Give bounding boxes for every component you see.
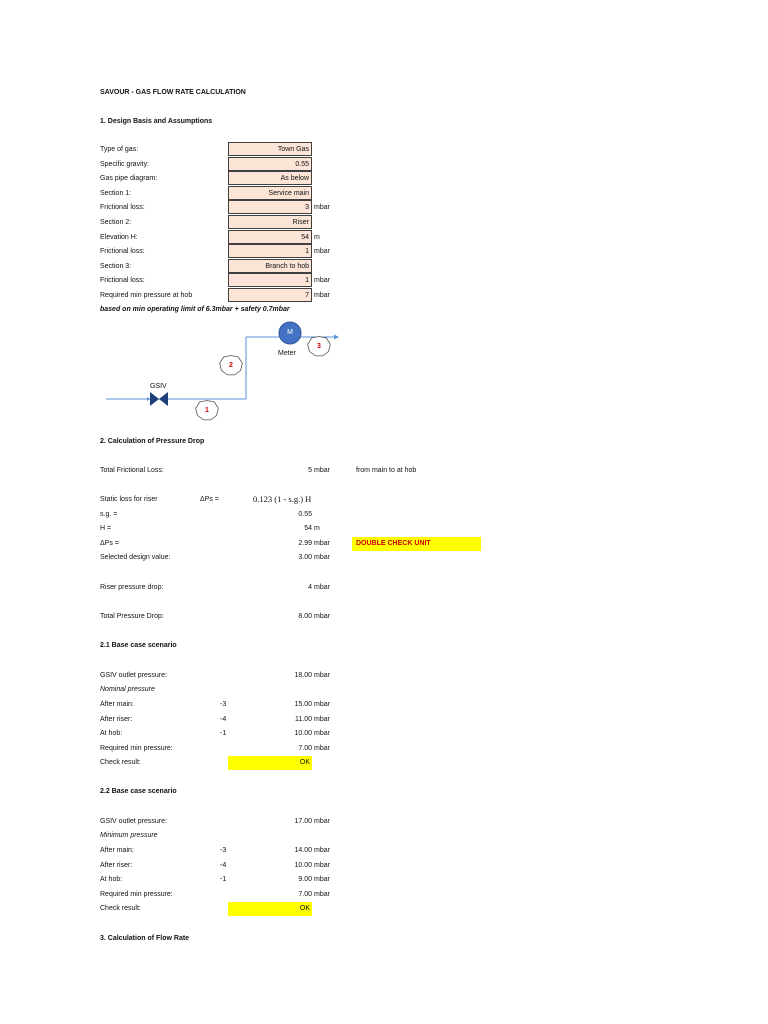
design-basis-label: Type of gas: bbox=[100, 146, 139, 153]
s21-outlet-label: GSIV outlet pressure: bbox=[100, 672, 167, 679]
design-basis-value: 54 bbox=[301, 233, 309, 241]
design-basis-unit: mbar bbox=[314, 292, 330, 299]
pressure-row-label: At hob: bbox=[100, 730, 123, 737]
riser-drop-label: Riser pressure drop: bbox=[100, 584, 164, 591]
dps-label: ΔPs = bbox=[100, 540, 119, 547]
s21-outlet-value: 18.00 bbox=[294, 672, 312, 679]
flow-arrow-icon bbox=[334, 335, 339, 340]
pressure-row-delta: -4 bbox=[220, 715, 227, 723]
total-friction-value: 5 bbox=[308, 467, 312, 474]
pressure-row-value: 9.00 bbox=[298, 876, 312, 883]
pressure-row-label: Required min pressure: bbox=[100, 744, 173, 752]
s22-outlet-value: 17.00 bbox=[294, 818, 312, 825]
pressure-row-value: 7.00 bbox=[298, 890, 312, 898]
design-basis-note: based on min operating limit of 6.3mbar + safety 0.7mbar bbox=[100, 306, 290, 313]
s21-subheading: Nominal pressure bbox=[100, 686, 155, 693]
static-loss-formula: 0.123 (1 - s.g.) H bbox=[253, 494, 312, 504]
pressure-row-unit: mbar bbox=[314, 847, 330, 854]
s21-check-result: OK bbox=[299, 759, 310, 766]
design-basis-value: 1 bbox=[305, 248, 309, 256]
design-basis-label: Gas pipe diagram: bbox=[100, 175, 158, 183]
design-basis-label: Frictional loss: bbox=[100, 277, 145, 285]
pressure-row-unit: mbar bbox=[314, 876, 330, 883]
pressure-row-value: 11.00 bbox=[295, 715, 312, 723]
riser-drop-value: 4 bbox=[308, 584, 312, 591]
section-marker-2-label: 2 bbox=[229, 362, 233, 369]
design-basis-label: Required min pressure at hob bbox=[100, 292, 193, 299]
design-basis-label: Section 1: bbox=[100, 189, 132, 197]
gsiv-valve-icon bbox=[150, 392, 168, 406]
design-basis-label: Elevation H: bbox=[100, 233, 138, 241]
section-marker-1-label: 1 bbox=[205, 407, 209, 414]
s22-check-result: OK bbox=[299, 905, 310, 912]
pressure-row-delta: -4 bbox=[220, 861, 227, 869]
section-3-heading: 3. Calculation of Flow Rate bbox=[100, 935, 190, 942]
sg-value: 0.55 bbox=[298, 511, 312, 518]
total-friction-unit: mbar bbox=[314, 467, 330, 474]
section-2-1-heading: 2.1 Base case scenario bbox=[100, 642, 177, 649]
pressure-row-unit: mbar bbox=[314, 890, 330, 898]
design-basis-value: 3 bbox=[305, 204, 309, 212]
meter-label: Meter bbox=[278, 350, 296, 357]
pressure-row-delta: -3 bbox=[220, 701, 227, 708]
pressure-row-unit: mbar bbox=[314, 730, 330, 737]
static-loss-symbol: ΔPs = bbox=[200, 496, 219, 503]
design-basis-label: Frictional loss: bbox=[100, 204, 145, 212]
h-unit: m bbox=[314, 525, 320, 532]
section-marker-3-label: 3 bbox=[317, 343, 321, 350]
sg-label: s.g. = bbox=[100, 511, 118, 518]
pressure-row-label: After riser: bbox=[100, 861, 133, 869]
design-basis-value: Service main bbox=[268, 189, 309, 197]
riser-drop-unit: mbar bbox=[314, 584, 330, 591]
design-basis-value: Riser bbox=[292, 219, 309, 226]
pressure-row-label: At hob: bbox=[100, 876, 123, 883]
gsiv-label: GSIV bbox=[150, 383, 167, 390]
pressure-row-delta: -1 bbox=[220, 730, 227, 737]
pressure-row-delta: -1 bbox=[220, 876, 227, 883]
total-drop-value: 8.00 bbox=[298, 613, 312, 620]
design-basis-value: Branch to hob bbox=[265, 262, 309, 270]
design-basis-unit: mbar bbox=[314, 277, 330, 285]
design-basis-value: 1 bbox=[305, 277, 309, 285]
design-basis-value: As below bbox=[280, 175, 309, 183]
s22-subheading: Minimum pressure bbox=[100, 832, 158, 839]
flow-arrow-icon bbox=[147, 397, 150, 401]
s22-outlet-unit: mbar bbox=[314, 818, 330, 825]
design-basis-unit: mbar bbox=[314, 204, 330, 212]
page-title: SAVOUR - GAS FLOW RATE CALCULATION bbox=[100, 89, 246, 96]
pressure-row-delta: -3 bbox=[220, 847, 227, 854]
pressure-row-value: 10.00 bbox=[294, 861, 312, 869]
design-basis-unit: m bbox=[314, 233, 320, 241]
design-basis-label: Section 3: bbox=[100, 262, 132, 270]
pressure-row-unit: mbar bbox=[314, 701, 330, 708]
design-value: 3.00 bbox=[298, 554, 312, 561]
pressure-row-label: Required min pressure: bbox=[100, 890, 173, 898]
s22-check-label: Check result: bbox=[100, 905, 141, 912]
pressure-row-unit: mbar bbox=[314, 715, 330, 723]
static-loss-label: Static loss for riser bbox=[100, 496, 158, 503]
h-label: H = bbox=[100, 525, 112, 532]
section-1-heading: 1. Design Basis and Assumptions bbox=[100, 118, 213, 125]
s21-check-label: Check result: bbox=[100, 759, 141, 766]
s21-outlet-unit: mbar bbox=[314, 672, 330, 679]
meter-symbol: M bbox=[287, 329, 293, 336]
design-basis-value: Town Gas bbox=[277, 146, 309, 153]
pressure-row-label: After main: bbox=[100, 847, 134, 854]
design-value-unit: mbar bbox=[314, 554, 330, 561]
pressure-row-value: 14.00 bbox=[294, 847, 312, 854]
design-basis-label: Specific gravity: bbox=[100, 160, 150, 168]
design-basis-unit: mbar bbox=[314, 248, 330, 256]
pressure-row-label: After riser: bbox=[100, 715, 133, 723]
design-basis-value: 0.55 bbox=[295, 160, 309, 168]
dps-value: 2.99 bbox=[298, 540, 312, 547]
design-basis-label: Section 2: bbox=[100, 219, 132, 226]
dps-unit: mbar bbox=[314, 540, 330, 547]
design-basis-label: Frictional loss: bbox=[100, 248, 145, 256]
total-friction-comment: from main to at hob bbox=[356, 467, 417, 474]
design-basis-value: 7 bbox=[305, 292, 309, 299]
double-check-flag: DOUBLE CHECK UNIT bbox=[356, 540, 431, 547]
pressure-row-value: 7.00 bbox=[298, 744, 312, 752]
section-2-heading: 2. Calculation of Pressure Drop bbox=[100, 438, 205, 445]
design-value-label: Selected design value: bbox=[100, 554, 171, 561]
pressure-row-value: 10.00 bbox=[294, 730, 312, 737]
pressure-row-unit: mbar bbox=[314, 744, 330, 752]
pressure-row-value: 15.00 bbox=[294, 701, 312, 708]
pressure-row-label: After main: bbox=[100, 701, 134, 708]
section-2-2-heading: 2.2 Base case scenario bbox=[100, 788, 177, 795]
total-drop-unit: mbar bbox=[314, 613, 330, 620]
total-friction-label: Total Frictional Loss: bbox=[100, 467, 164, 474]
total-drop-label: Total Pressure Drop: bbox=[100, 613, 164, 620]
s22-outlet-label: GSIV outlet pressure: bbox=[100, 818, 167, 825]
pressure-row-unit: mbar bbox=[314, 861, 330, 869]
h-value: 54 bbox=[304, 525, 312, 532]
